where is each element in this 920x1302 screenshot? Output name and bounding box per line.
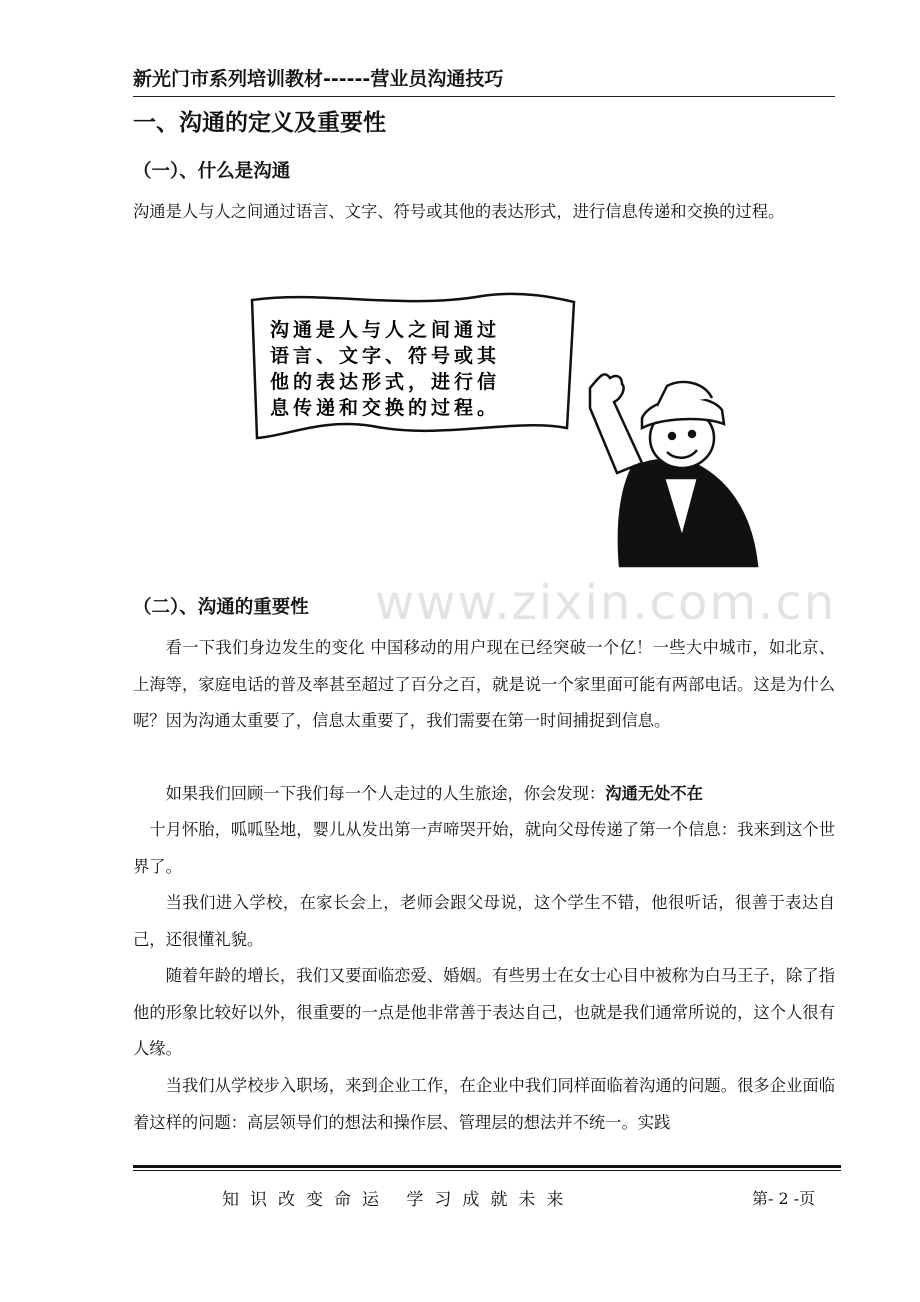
page-number: 第- 2 -页: [752, 1189, 816, 1208]
section-title: 一、沟通的定义及重要性: [133, 110, 386, 136]
watermark: www.zixin.com.cn: [375, 575, 837, 631]
paragraph-2-lead: 如果我们回顾一下我们每一个人走过的人生旅途，你会发现：: [165, 784, 606, 803]
paragraph-2-emphasis: 沟通无处不在: [605, 784, 703, 803]
importance-paragraph-6: 当我们从学校步入职场，来到企业工作，在企业中我们同样面临着沟通的问题。很多企业面临着这样的问题：高层领导们的想法和操作层、管理层的想法并不统一。实践: [133, 1076, 835, 1132]
banner-line-1: 沟通是人与人之间通过: [270, 319, 501, 341]
footer-rule-thin: [133, 1170, 841, 1171]
importance-paragraph-2: [133, 776, 835, 813]
subsection-title-what-is: （一）、什么是沟通: [133, 161, 291, 182]
banner-line-2: 语言、文字、符号或其: [270, 345, 501, 367]
communication-illustration: [212, 278, 760, 568]
footer-rule-thick: [133, 1165, 841, 1168]
definition-paragraph: 沟通是人与人之间通过语言、文字、符号或其他的表达形式，进行信息传递和交换的过程。: [133, 202, 785, 221]
document-header: 新光门市系列培训教材------营业员沟通技巧: [133, 62, 835, 97]
pointing-man-icon: [590, 374, 757, 566]
footer-motto: 知识改变命运 学习成就未来: [222, 1190, 575, 1210]
importance-paragraph-1: 看一下我们身边发生的变化 中国移动的用户现在已经突破一个亿！一些大中城市，如北京、上海等，家庭电话的普及率甚至超过了百分之百，就是说一个家里面可能有两部电话。这是为什么呢？因为沟通太重要了，信息太重要了，我们需要在第一时间捕捉到信息。: [133, 638, 835, 730]
illustration-svg: [212, 278, 760, 568]
subsection-title-importance: （二）、沟通的重要性: [133, 597, 309, 618]
importance-paragraph-4: 当我们进入学校，在家长会上，老师会跟父母说，这个学生不错，他很听话，很善于表达自己，还很懂礼貌。: [133, 893, 835, 949]
importance-paragraph-3: 十月怀胎，呱呱坠地，婴儿从发出第一声啼哭开始，就向父母传递了第一个信息：我来到这个世界了。: [133, 820, 835, 876]
banner-line-3: 他的表达形式，进行信: [270, 371, 501, 393]
importance-paragraph-5: 随着年龄的增长，我们又要面临恋爱、婚姻。有些男士在女士心目中被称为白马王子，除了指他的形象比较好以外，很重要的一点是他非常善于表达自己，也就是我们通常所说的，这个人很有人缘。: [133, 966, 835, 1058]
banner-line-4: 息传递和交换的过程。: [270, 397, 501, 419]
